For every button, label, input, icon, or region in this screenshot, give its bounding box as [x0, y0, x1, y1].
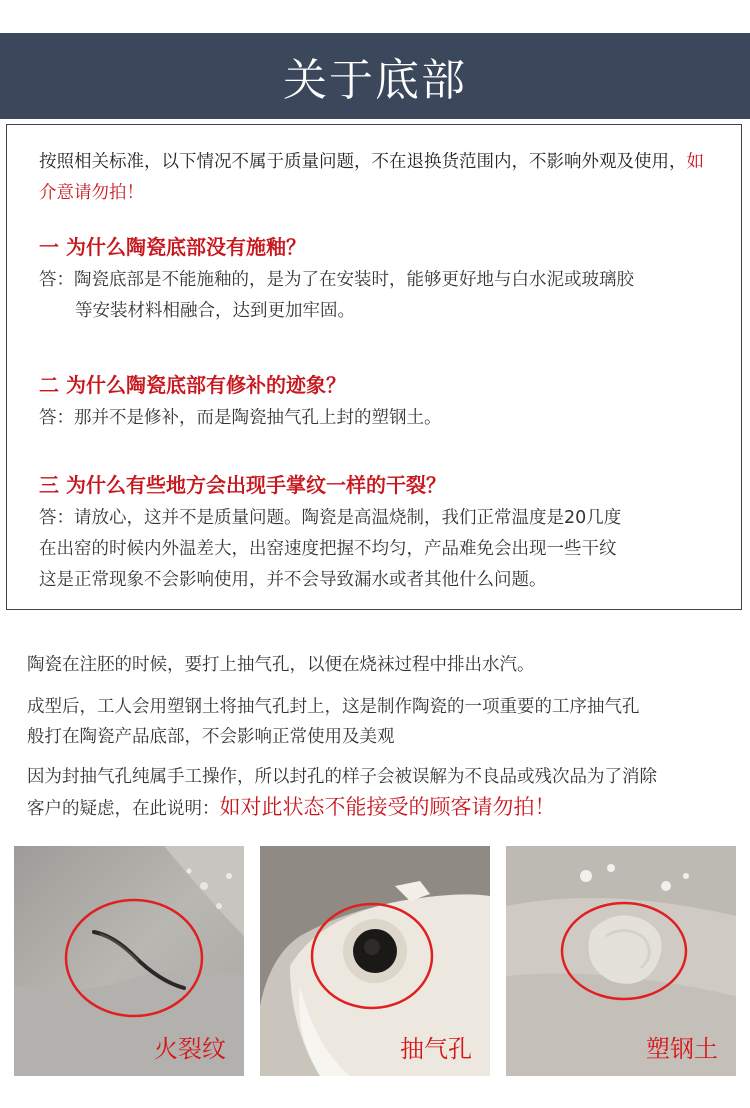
note-paragraph-3: 因为封抽气孔纯属手工操作，所以封孔的样子会被误解为不良品或残次品为了消除 客户的疑虑，在此说明：如对此状态不能接受的顾客请勿拍！	[27, 767, 657, 819]
header-banner	[0, 33, 750, 119]
note-paragraph-2: 成型后，工人会用塑钢土将抽气孔封上，这是制作陶瓷的一项重要的工序抽气孔 般打在陶瓷产品底部，不会影响正常使用及美观	[27, 697, 640, 747]
intro-text: 按照相关标准，以下情况不属于质量问题，不在退换货范围内，不影响外观及使用，如介意请勿拍！	[39, 152, 704, 203]
photo-label-crack: 火裂纹	[154, 1035, 226, 1063]
answer-1: 答：陶瓷底部是不能施釉的，是为了在安装时，能够更好地与白水泥或玻璃胶 等安装材料相融合，达到更加牢固。	[39, 270, 634, 321]
photo-vent-hole	[260, 846, 490, 1076]
note-warning: 如对此状态不能接受的顾客请勿拍！	[219, 795, 556, 819]
photo-label-filler: 塑钢土	[646, 1035, 718, 1063]
question-1: 一 为什么陶瓷底部没有施釉？	[39, 235, 306, 259]
answer-3: 答：请放心，这并不是质量问题。陶瓷是高温烧制，我们正常温度是20几度 在出窑的时候内外温差大，出窑速度把握不均匀，产品难免会出现一些干纹 这是正常现象不会影响使用，并不会导致漏水或者其他什么问题。	[39, 508, 622, 590]
photo-crack	[14, 846, 244, 1076]
answer-2: 答：那并不是修补，而是陶瓷抽气孔上封的塑钢土。	[39, 408, 442, 428]
question-3: 三 为什么有些地方会出现手掌纹一样的干裂？	[39, 473, 446, 497]
photo-label-vent-hole: 抽气孔	[400, 1035, 472, 1063]
photo-filler	[506, 846, 736, 1076]
intro-warning: 如介意请勿拍！	[39, 152, 704, 203]
page-title: 关于底部	[283, 55, 467, 106]
question-2: 二 为什么陶瓷底部有修补的迹象？	[39, 373, 346, 397]
qa-box	[6, 124, 742, 610]
note-paragraph-1: 陶瓷在注胚的时候，要打上抽气孔，以便在烧袜过程中排出水汽。	[27, 655, 535, 675]
